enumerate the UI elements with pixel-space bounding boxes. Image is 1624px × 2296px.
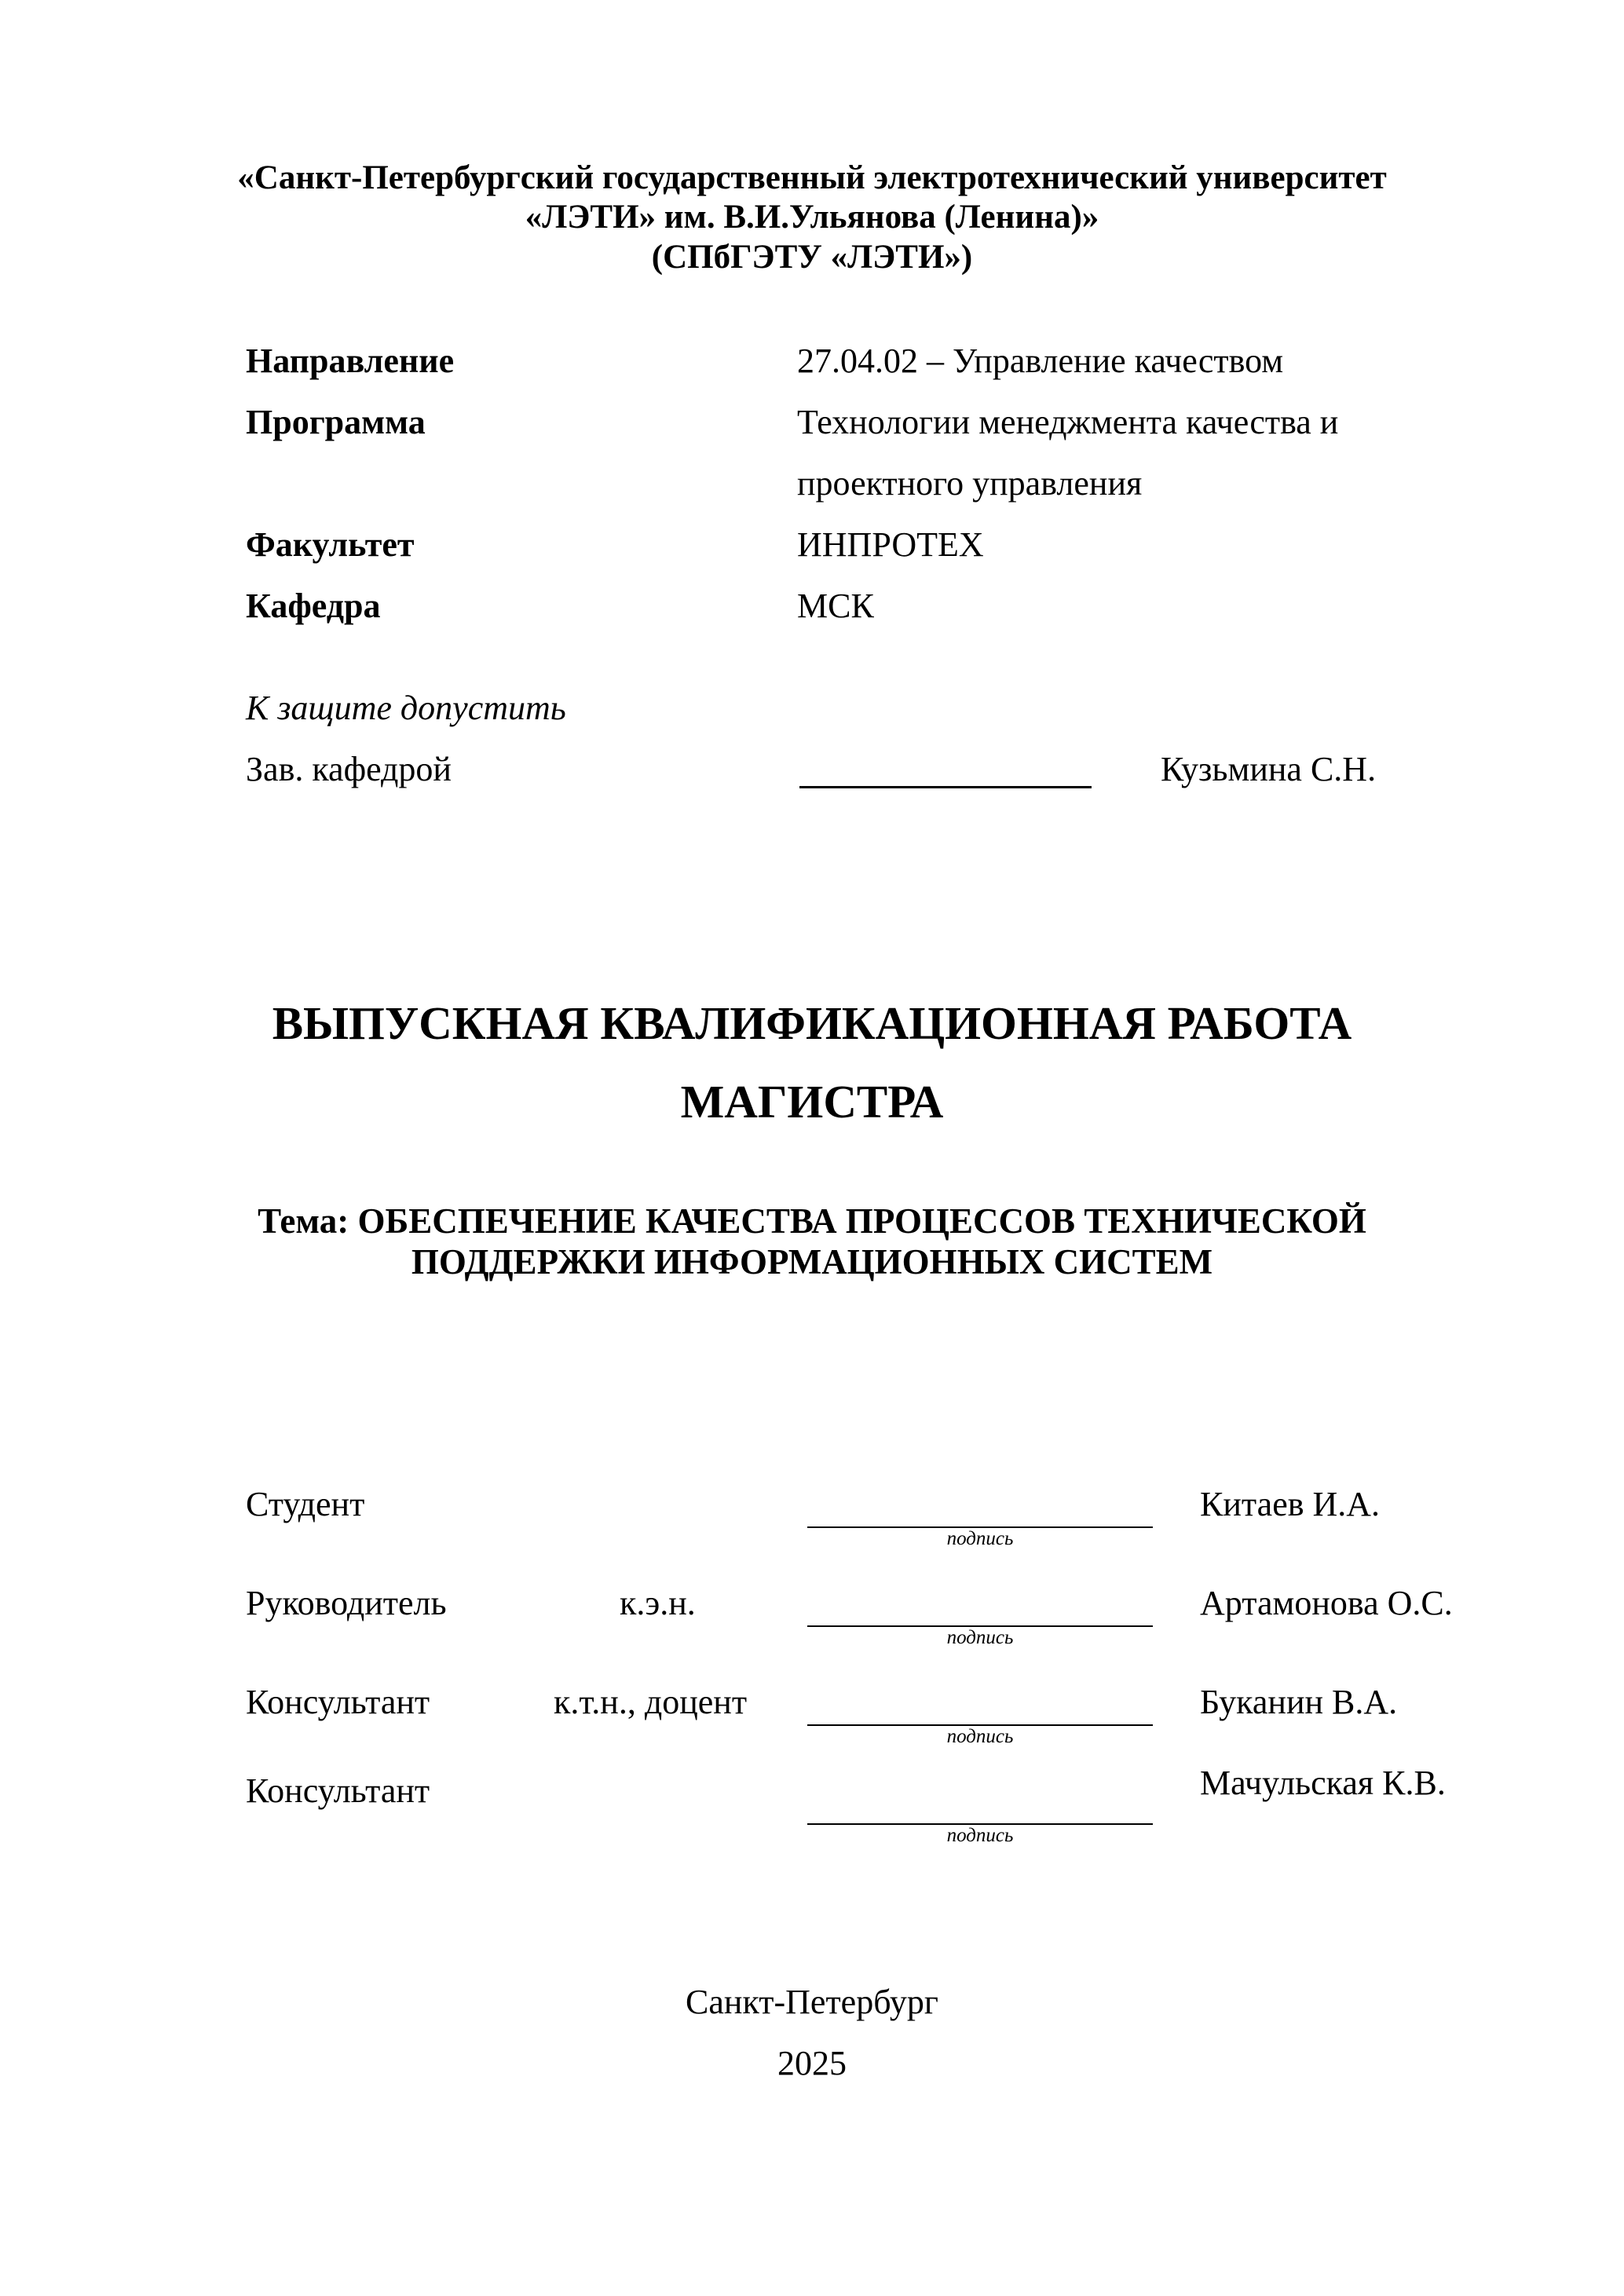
head-of-department-label: Зав. кафедрой bbox=[246, 750, 452, 788]
direction-value: 27.04.02 – Управление качеством bbox=[797, 342, 1284, 380]
signature-caption: подпись bbox=[946, 1825, 1014, 1846]
head-of-department-name: Кузьмина С.Н. bbox=[1161, 750, 1377, 788]
university-name-line2: «ЛЭТИ» им. В.И.Ульянова (Ленина)» bbox=[525, 199, 1099, 236]
signature-name: Китаев И.А. bbox=[1200, 1485, 1381, 1523]
university-abbreviation: (СПбГЭТУ «ЛЭТИ») bbox=[651, 239, 973, 276]
signature-name: Мачульская К.В. bbox=[1200, 1764, 1446, 1802]
document-title-line1: ВЫПУСКНАЯ КВАЛИФИКАЦИОННАЯ РАБОТА bbox=[272, 997, 1352, 1049]
admit-to-defense-text: К защите допустить bbox=[246, 689, 566, 727]
university-name-line1: «Санкт-Петербургский государственный электротехнический университет bbox=[237, 159, 1387, 196]
department-value: МСК bbox=[797, 587, 874, 625]
year: 2025 bbox=[777, 2044, 847, 2082]
head-signature-line bbox=[799, 786, 1092, 788]
topic-line2: ПОДДЕРЖКИ ИНФОРМАЦИОННЫХ СИСТЕМ bbox=[411, 1242, 1213, 1281]
department-label: Кафедра bbox=[246, 587, 381, 625]
faculty-label: Факультет bbox=[246, 525, 415, 564]
document-title-line2: МАГИСТРА bbox=[680, 1076, 944, 1128]
signature-degree: к.э.н. bbox=[620, 1584, 696, 1622]
signature-caption: подпись bbox=[946, 1627, 1014, 1648]
signature-role: Консультант bbox=[246, 1771, 430, 1810]
signature-caption: подпись bbox=[946, 1528, 1014, 1549]
city: Санкт-Петербург bbox=[686, 1983, 938, 2021]
topic-line1: Тема: ОБЕСПЕЧЕНИЕ КАЧЕСТВА ПРОЦЕССОВ ТЕХНИЧЕСКОЙ bbox=[258, 1201, 1366, 1241]
signature-role: Студент bbox=[246, 1485, 365, 1523]
signature-name: Буканин В.А. bbox=[1200, 1683, 1398, 1721]
signature-caption: подпись bbox=[946, 1726, 1014, 1747]
faculty-value: ИНПРОТЕХ bbox=[797, 525, 984, 564]
signature-degree: к.т.н., доцент bbox=[554, 1683, 748, 1721]
signature-role: Консультант bbox=[246, 1683, 430, 1721]
program-label: Программа bbox=[246, 403, 426, 441]
program-value-line1: Технологии менеджмента качества и bbox=[797, 403, 1339, 441]
signature-name: Артамонова О.С. bbox=[1200, 1584, 1453, 1622]
program-value-line2: проектного управления bbox=[797, 464, 1143, 503]
direction-label: Направление bbox=[246, 342, 455, 380]
signature-role: Руководитель bbox=[246, 1584, 447, 1622]
